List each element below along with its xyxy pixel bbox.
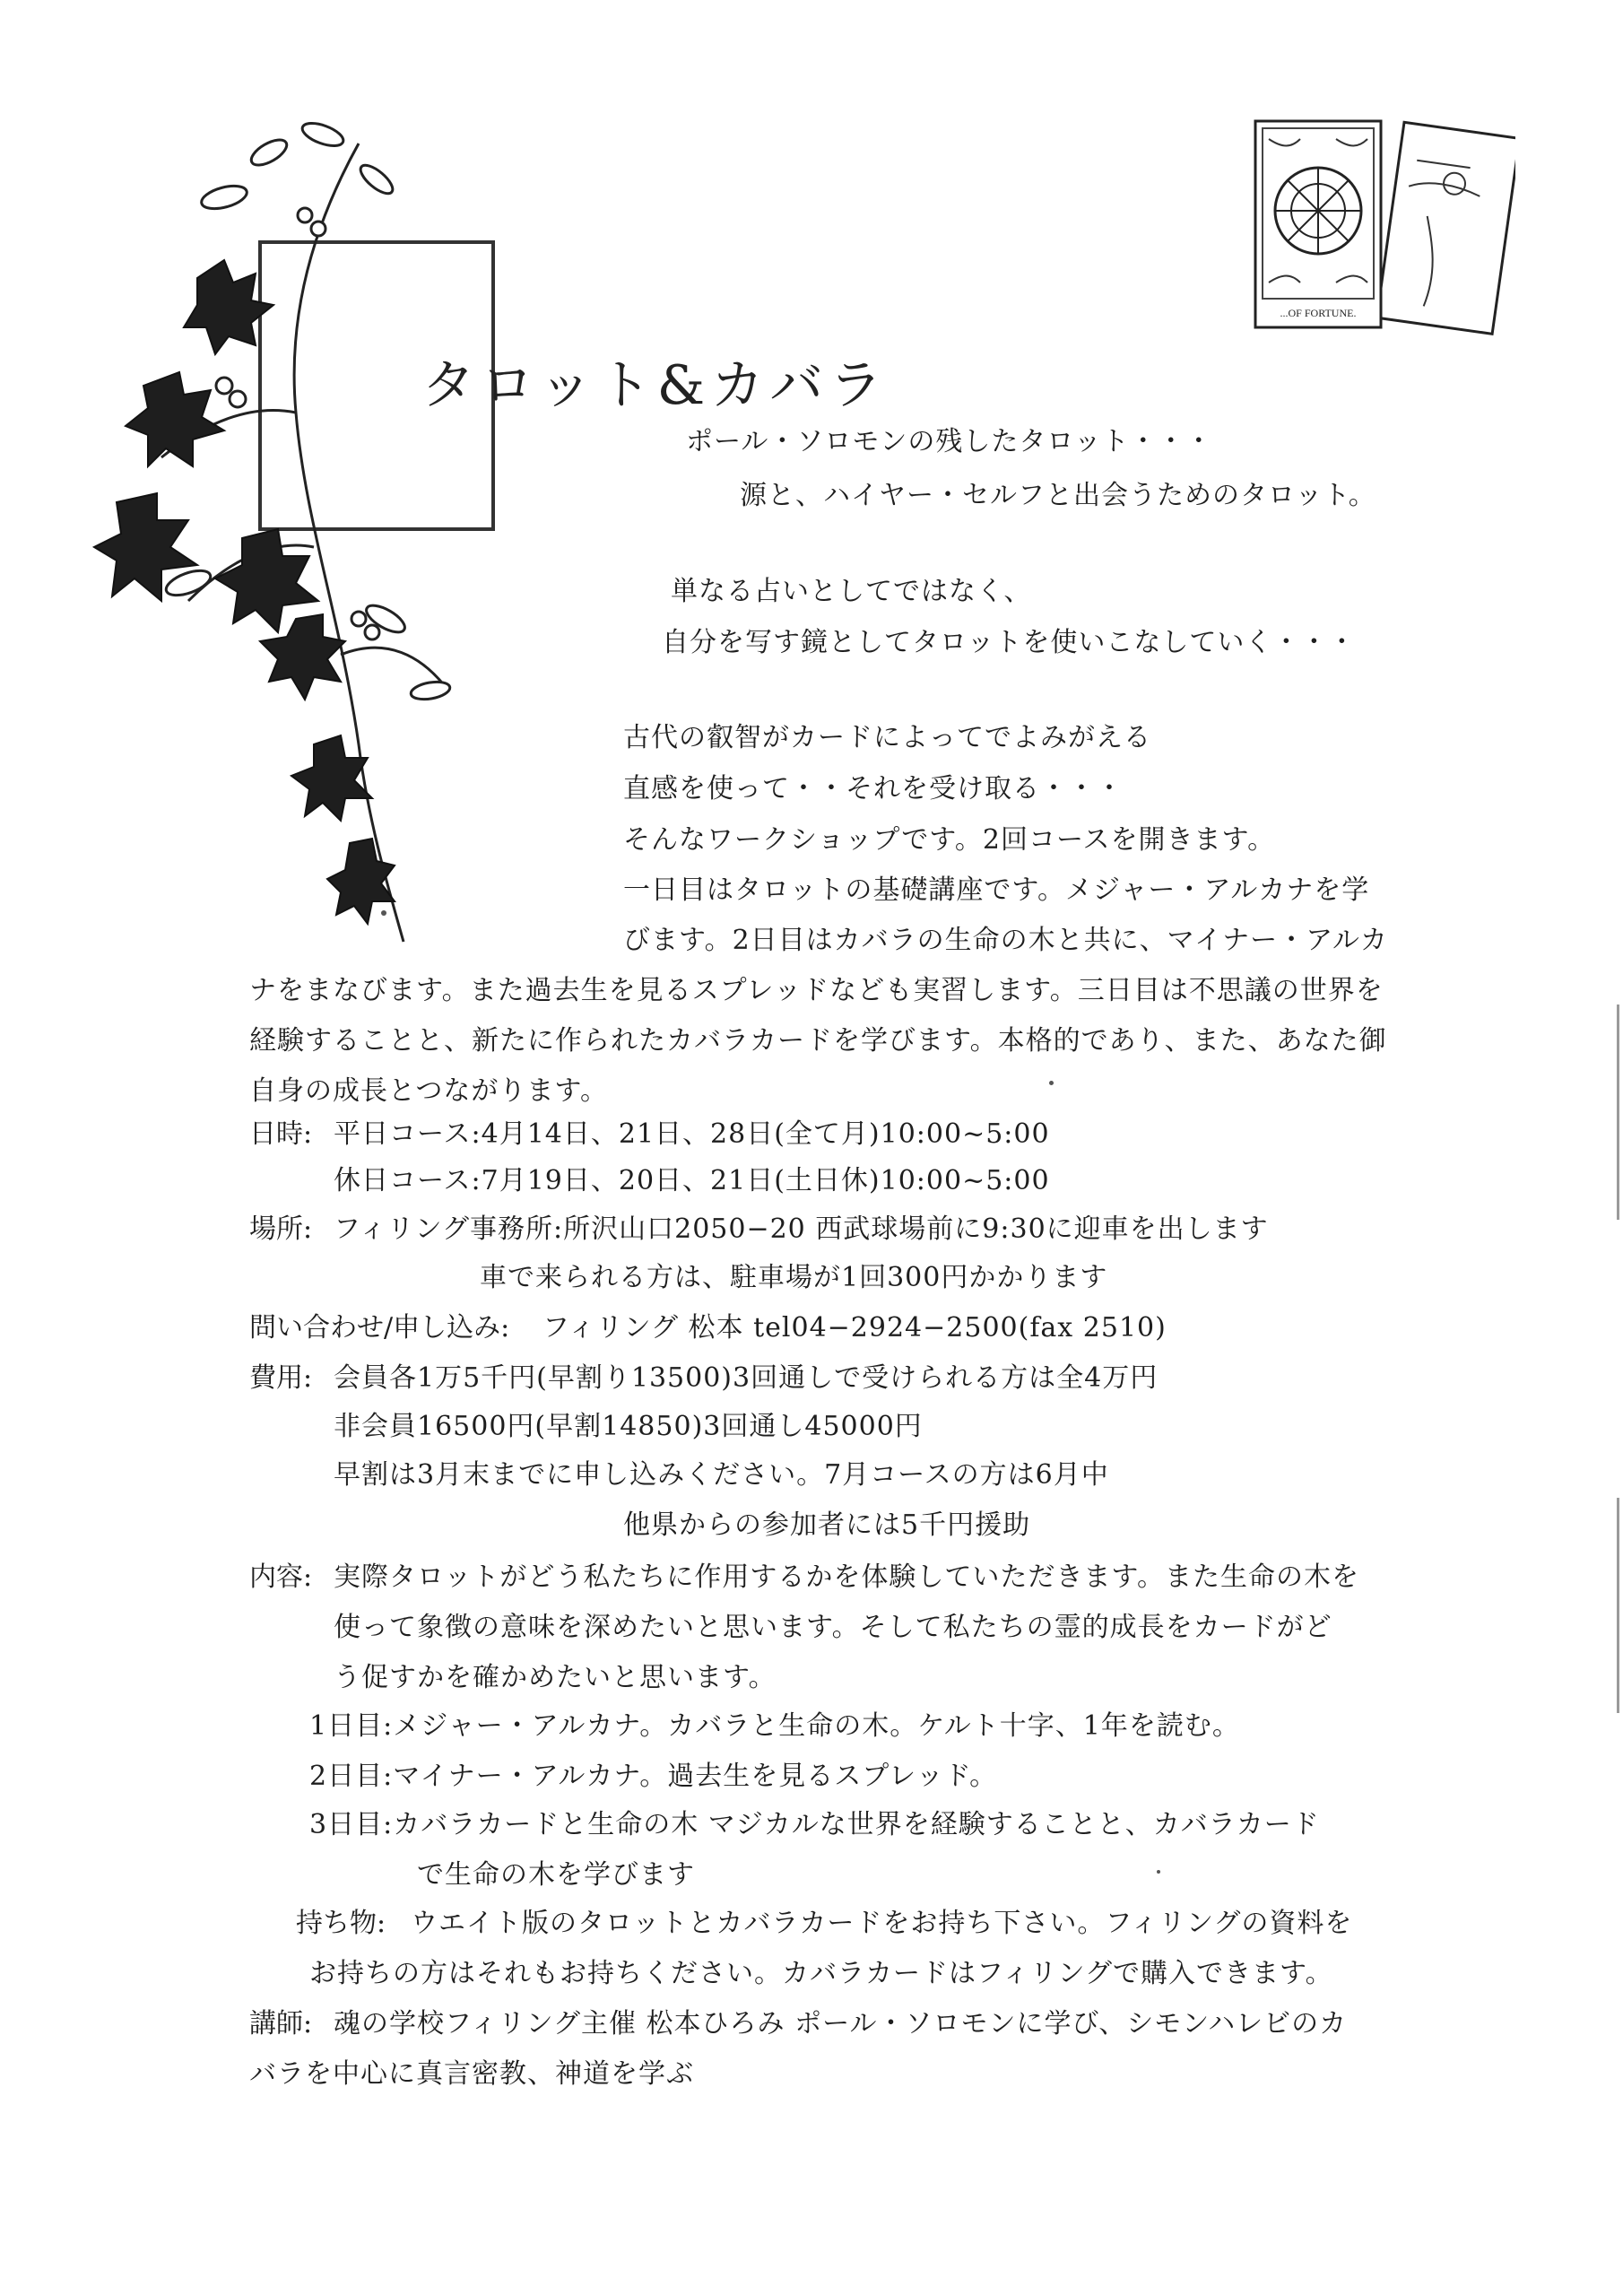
scan-speck	[381, 910, 386, 916]
schedule-weekday: 平日コース:4月14日、21日、28日(全て月)10:00~5:00	[334, 1118, 1050, 1150]
description-line: ナをまなびます。また過去生を見るスプレッドなども実習します。三日目は不思議の世界を	[249, 975, 1384, 1006]
intro-line: ポール・ソロモンの残したタロット・・・	[686, 426, 1213, 457]
intro-line: 源と、ハイヤー・セルフと出会うためのタロット。	[740, 480, 1376, 511]
fee-label: 費用:	[249, 1362, 313, 1394]
content-day: 1日目:メジャー・アルカナ。カバラと生命の木。ケルト十字、1年を読む。	[309, 1710, 1240, 1742]
content-day: 3日目:カバラカードと生命の木 マジカルな世界を経験することと、カバラカード	[309, 1809, 1320, 1840]
place-line: フィリング事務所:所沢山口2050−20 西武球場前に9:30に迎車を出します	[334, 1213, 1269, 1245]
contact-value: フィリング 松本 tel04−2924−2500(fax 2510)	[542, 1312, 1167, 1344]
content-day: 2日目:マイナー・アルカナ。過去生を見るスプレッド。	[309, 1761, 998, 1792]
scan-edge-mark	[1617, 1498, 1619, 1713]
content-day: で生命の木を学びます	[417, 1859, 695, 1891]
intro-line: 自分を写す鏡としてタロットを使いこなしていく・・・	[662, 627, 1357, 658]
page-title: タロット&カバラ	[421, 354, 889, 417]
intro-line: 単なる占いとしてではなく、	[671, 576, 1032, 607]
fee-line: 他県からの参加者には5千円援助	[623, 1509, 1031, 1541]
description-line: 一日目はタロットの基礎講座です。メジャー・アルカナを学	[623, 874, 1370, 906]
place-label: 場所:	[249, 1213, 313, 1245]
fee-line: 早割は3月末までに申し込みください。7月コースの方は6月中	[334, 1459, 1109, 1491]
description-line: 古代の叡智がカードによってでよみがえる	[623, 722, 1151, 753]
card-caption: ...OF FORTUNE.	[1280, 307, 1357, 319]
description-line: そんなワークショップです。2回コースを開きます。	[623, 824, 1276, 856]
content-label: 内容:	[249, 1561, 313, 1593]
fee-line: 非会員16500円(早割14850)3回通し45000円	[334, 1411, 923, 1442]
place-line: 車で来られる方は、駐車場が1回300円かかります	[480, 1262, 1108, 1293]
instructor-line: 魂の学校フィリング主催 松本ひろみ ポール・ソロモンに学び、シモンハレビのカ	[334, 2008, 1348, 2039]
description-line: 自身の成長とつながります。	[249, 1075, 608, 1107]
items-line: ウエイト版のタロットとカバラカードをお持ち下さい。フィリングの資料を	[411, 1908, 1353, 1939]
content-line: 使って象徴の意味を深めたいと思います。そして私たちの霊的成長をカードがど	[334, 1612, 1332, 1643]
items-line: お持ちの方はそれもお持ちください。カバラカードはフィリングで購入できます。	[309, 1958, 1333, 1989]
instructor-line: バラを中心に真言密教、神道を学ぶ	[249, 2058, 694, 2090]
contact-label: 問い合わせ/申し込み:	[249, 1312, 510, 1344]
instructor-label: 講師:	[249, 2008, 313, 2039]
description-line: びます。2日目はカバラの生命の木と共に、マイナー・アルカ	[623, 925, 1388, 956]
schedule-label: 日時:	[249, 1118, 313, 1150]
scan-speck	[1049, 1081, 1054, 1085]
description-line: 経験することと、新たに作られたカバラカードを学びます。本格的であり、また、あなた御	[249, 1025, 1387, 1057]
tarot-cards-illustration	[1246, 112, 1515, 345]
schedule-holiday: 休日コース:7月19日、20日、21日(土日休)10:00~5:00	[334, 1165, 1050, 1196]
content-line: 実際タロットがどう私たちに作用するかを体験していただきます。また生命の木を	[334, 1561, 1359, 1593]
items-label: 持ち物:	[296, 1908, 386, 1939]
content-line: う促すかを確かめたいと思います。	[334, 1662, 777, 1693]
description-line: 直感を使って・・それを受け取る・・・	[623, 773, 1124, 804]
scan-edge-mark	[1617, 1004, 1619, 1220]
fee-line: 会員各1万5千円(早割り13500)3回通しで受けられる方は全4万円	[334, 1362, 1159, 1394]
scan-speck	[1157, 1870, 1160, 1874]
holly-garland-illustration	[90, 117, 502, 960]
